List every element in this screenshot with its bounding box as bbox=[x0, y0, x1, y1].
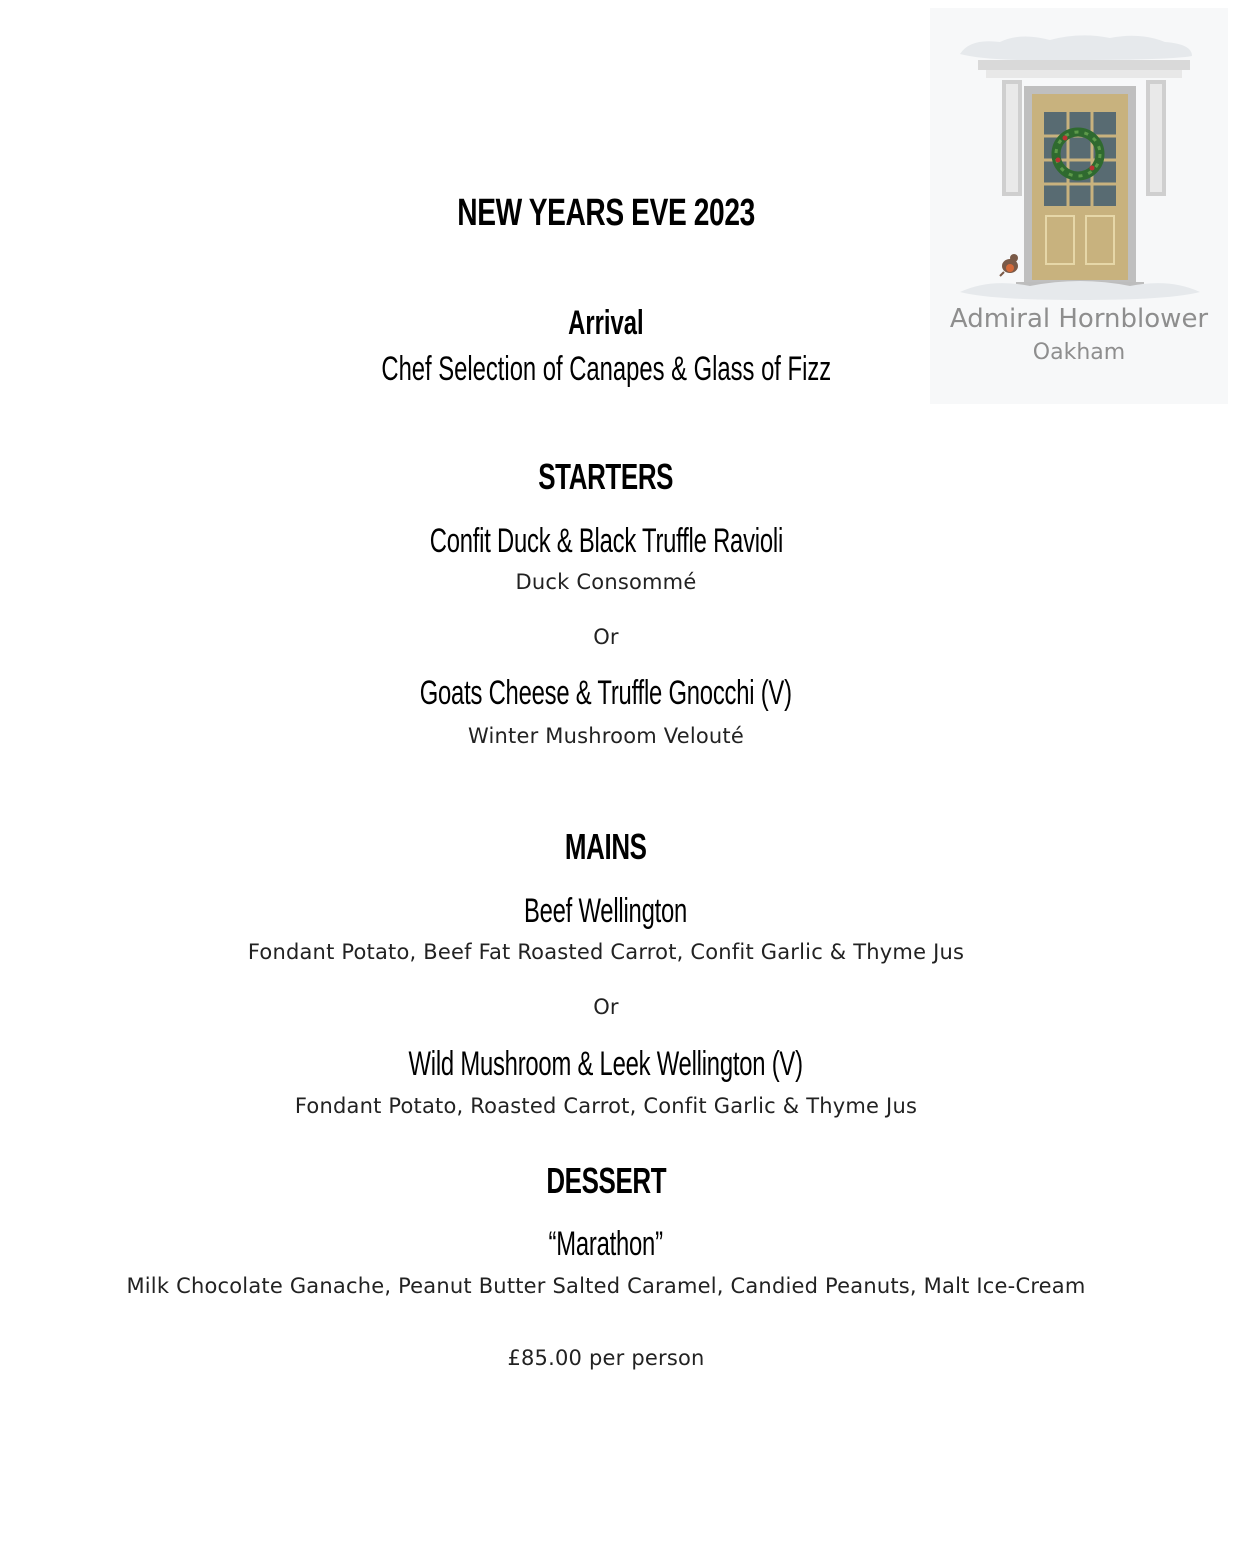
main-1-description: Fondant Potato, Beef Fat Roasted Carrot, Confit Garlic & Thyme Jus bbox=[247, 940, 965, 964]
starters-separator-row bbox=[0, 625, 1212, 649]
starter-1-description: Duck Consommé bbox=[515, 570, 697, 594]
mains-separator: Or bbox=[593, 995, 619, 1019]
arrival-text-row bbox=[0, 350, 1212, 389]
mains-heading: MAINS bbox=[565, 826, 647, 867]
arrival-heading-row bbox=[0, 304, 1212, 343]
mains-separator-row bbox=[0, 995, 1212, 1019]
starter-2-desc-row bbox=[0, 724, 1212, 748]
starter-2-name: Goats Cheese & Truffle Gnocchi (V) bbox=[419, 674, 793, 712]
main-1-name: Beef Wellington bbox=[524, 892, 688, 930]
dessert-description: Milk Chocolate Ganache, Peanut Butter Salted Caramel, Candied Peanuts, Malt Ice-Cream bbox=[126, 1274, 1086, 1298]
starter-1-name: Confit Duck & Black Truffle Ravioli bbox=[429, 522, 783, 560]
menu-title-row bbox=[0, 192, 1212, 235]
main-2-desc-row bbox=[0, 1094, 1212, 1118]
starters-separator: Or bbox=[593, 625, 619, 649]
starter-1-row bbox=[0, 522, 1212, 561]
logo-restaurant-name: Admiral Hornblower bbox=[949, 304, 1209, 334]
starter-2-row bbox=[0, 674, 1212, 713]
dessert-name: “Marathon” bbox=[548, 1225, 664, 1263]
main-2-row bbox=[0, 1045, 1212, 1084]
arrival-heading: Arrival bbox=[568, 304, 644, 342]
menu-price: £85.00 per person bbox=[507, 1346, 705, 1370]
main-2-name: Wild Mushroom & Leek Wellington (V) bbox=[408, 1045, 804, 1083]
main-1-desc-row bbox=[0, 940, 1212, 964]
dessert-heading-row bbox=[0, 1160, 1212, 1202]
starters-heading-row bbox=[0, 456, 1212, 498]
dessert-row bbox=[0, 1225, 1212, 1264]
dessert-desc-row bbox=[0, 1274, 1212, 1298]
main-2-description: Fondant Potato, Roasted Carrot, Confit Garlic & Thyme Jus bbox=[294, 1094, 918, 1118]
arrival-text: Chef Selection of Canapes & Glass of Fizz bbox=[381, 350, 831, 388]
dessert-heading: DESSERT bbox=[546, 1160, 666, 1201]
starter-2-description: Winter Mushroom Velouté bbox=[468, 724, 744, 748]
mains-heading-row bbox=[0, 826, 1212, 868]
starter-1-desc-row bbox=[0, 570, 1212, 594]
menu-title: NEW YEARS EVE 2023 bbox=[457, 192, 755, 234]
robin-icon bbox=[1000, 254, 1018, 276]
door-illustration-icon bbox=[930, 8, 1228, 308]
starters-heading: STARTERS bbox=[538, 456, 674, 497]
main-1-row bbox=[0, 892, 1212, 931]
price-row bbox=[0, 1346, 1212, 1370]
logo-location: Oakham bbox=[1032, 340, 1126, 365]
